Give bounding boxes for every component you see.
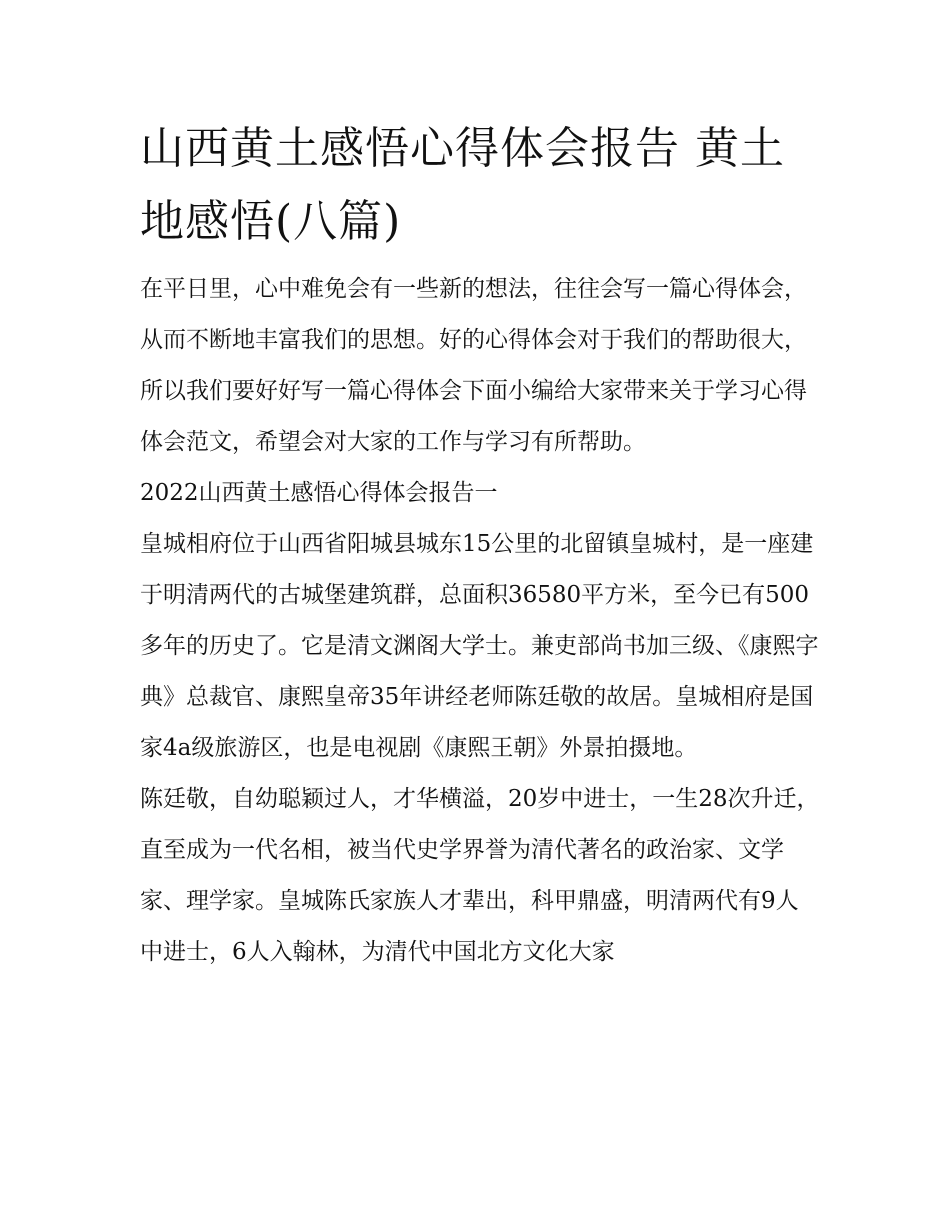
body-paragraph-2: 陈廷敬，自幼聪颖过人，才华横溢，20岁中进士，一生28次升迁，直至成为一代名相，被当代史学界誉为清代著名的政治家、文学家、理学家。皇城陈氏家族人才辈出，科甲鼎盛，明清两代有9人中进士，6人入翰林，为清代中国北方文化大家 <box>140 786 820 965</box>
section-heading: 2022山西黄土感悟心得体会报告一 <box>140 480 498 506</box>
intro-paragraph: 在平日里，心中难免会有一些新的想法，往往会写一篇心得体会，从而不断地丰富我们的思想。好的心得体会对于我们的帮助很大，所以我们要好好写一篇心得体会下面小编给大家带来关于学习心得体会范文，希望会对大家的工作与学习有所帮助。 <box>140 276 807 455</box>
document-page <box>140 112 820 978</box>
body-paragraph-1: 皇城相府位于山西省阳城县城东15公里的北留镇皇城村，是一座建于明清两代的古城堡建筑群，总面积36580平方米，至今已有500多年的历史了。它是清文渊阁大学士。兼吏部尚书加三级、《康熙字典》总裁官、康熙皇帝35年讲经老师陈廷敬的故居。皇城相府是国家4a级旅游区，也是电视剧《康熙王朝》外景拍摄地。 <box>140 531 819 761</box>
document-title: 山西黄土感悟心得体会报告 黄土地感悟(八篇) <box>140 123 785 247</box>
